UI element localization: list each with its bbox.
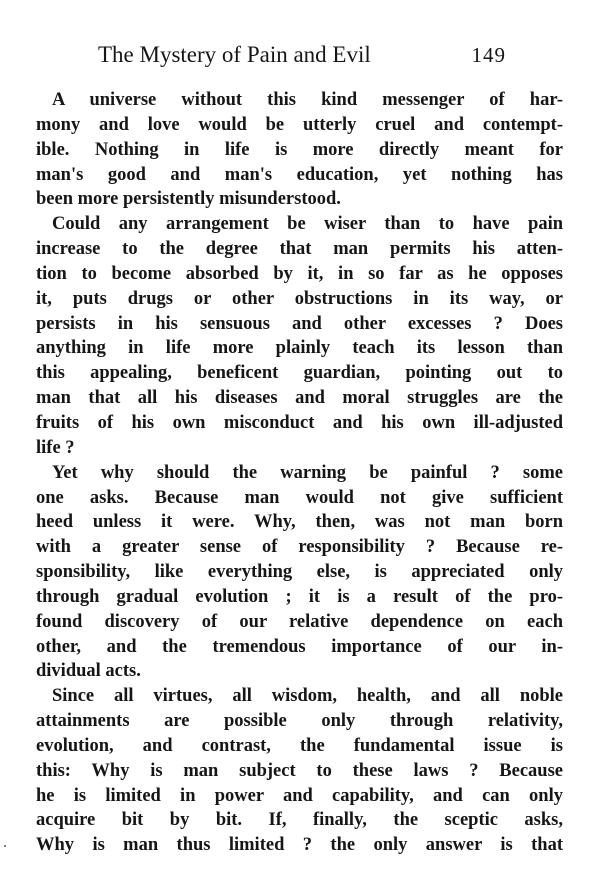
text-line: man that all his diseases and moral struggles are the xyxy=(36,388,563,409)
text-line: this appealing, beneficent guardian, pointing out to xyxy=(36,363,563,384)
paragraph xyxy=(36,461,563,685)
text-line: dividual acts. xyxy=(36,661,141,682)
text-line: fruits of his own misconduct and his own ill-adjusted xyxy=(36,412,563,433)
text-line: mony and love would be utterly cruel and contempt- xyxy=(36,114,563,135)
text-line: with a greater sense of responsibility ? Because re- xyxy=(36,537,563,558)
running-title: The Mystery of Pain and Evil xyxy=(98,42,371,67)
text-line: tion to become absorbed by it, in so far as he opposes xyxy=(36,263,563,284)
text-line: through gradual evolution ; it is a result of the pro- xyxy=(36,586,563,607)
page-number: 149 xyxy=(471,43,506,67)
text-line: persists in his sensuous and other excesses ? Does xyxy=(36,313,563,334)
text-line: life ? xyxy=(36,437,75,458)
text-line: one asks. Because man would not give sufficient xyxy=(36,487,563,508)
text-line: increase to the degree that man permits his atten- xyxy=(36,239,563,260)
scan-speck xyxy=(4,845,6,847)
text-line: evolution, and contrast, the fundamental issue is xyxy=(36,735,563,756)
text-line: A universe without this kind messenger of har- xyxy=(52,90,563,110)
text-line: attainments are possible only through relativity, xyxy=(36,711,563,732)
text-line: man's good and man's education, yet nothing has xyxy=(36,164,563,185)
text-line: he is limited in power and capability, and can only xyxy=(36,785,563,806)
text-line: it, puts drugs or other obstructions in its way, or xyxy=(36,288,563,309)
text-line: found discovery of our relative dependence on each xyxy=(36,611,563,632)
text-line: been more persistently misunderstood. xyxy=(36,189,341,210)
paragraph xyxy=(36,88,563,212)
text-line: ible. Nothing in life is more directly meant for xyxy=(36,139,563,160)
text-line: Could any arrangement be wiser than to have pain xyxy=(52,214,563,235)
text-line: anything in life more plainly teach its lesson than xyxy=(36,338,563,359)
text-line: Why is man thus limited ? the only answer is that xyxy=(36,835,563,856)
text-line: heed unless it were. Why, then, was not man born xyxy=(36,512,563,533)
page-body xyxy=(36,88,563,858)
paragraph xyxy=(36,684,563,858)
text-line: this: Why is man subject to these laws ? Because xyxy=(36,760,563,781)
text-line: other, and the tremendous importance of our in- xyxy=(36,636,563,657)
text-line: Yet why should the warning be painful ? some xyxy=(52,462,563,483)
text-line: acquire bit by bit. If, finally, the sceptic asks, xyxy=(36,810,563,831)
text-line: Since all virtues, all wisdom, health, and all noble xyxy=(52,686,563,707)
paragraph xyxy=(36,212,563,460)
text-line: sponsibility, like everything else, is appreciated only xyxy=(36,562,563,583)
running-header xyxy=(98,42,506,72)
